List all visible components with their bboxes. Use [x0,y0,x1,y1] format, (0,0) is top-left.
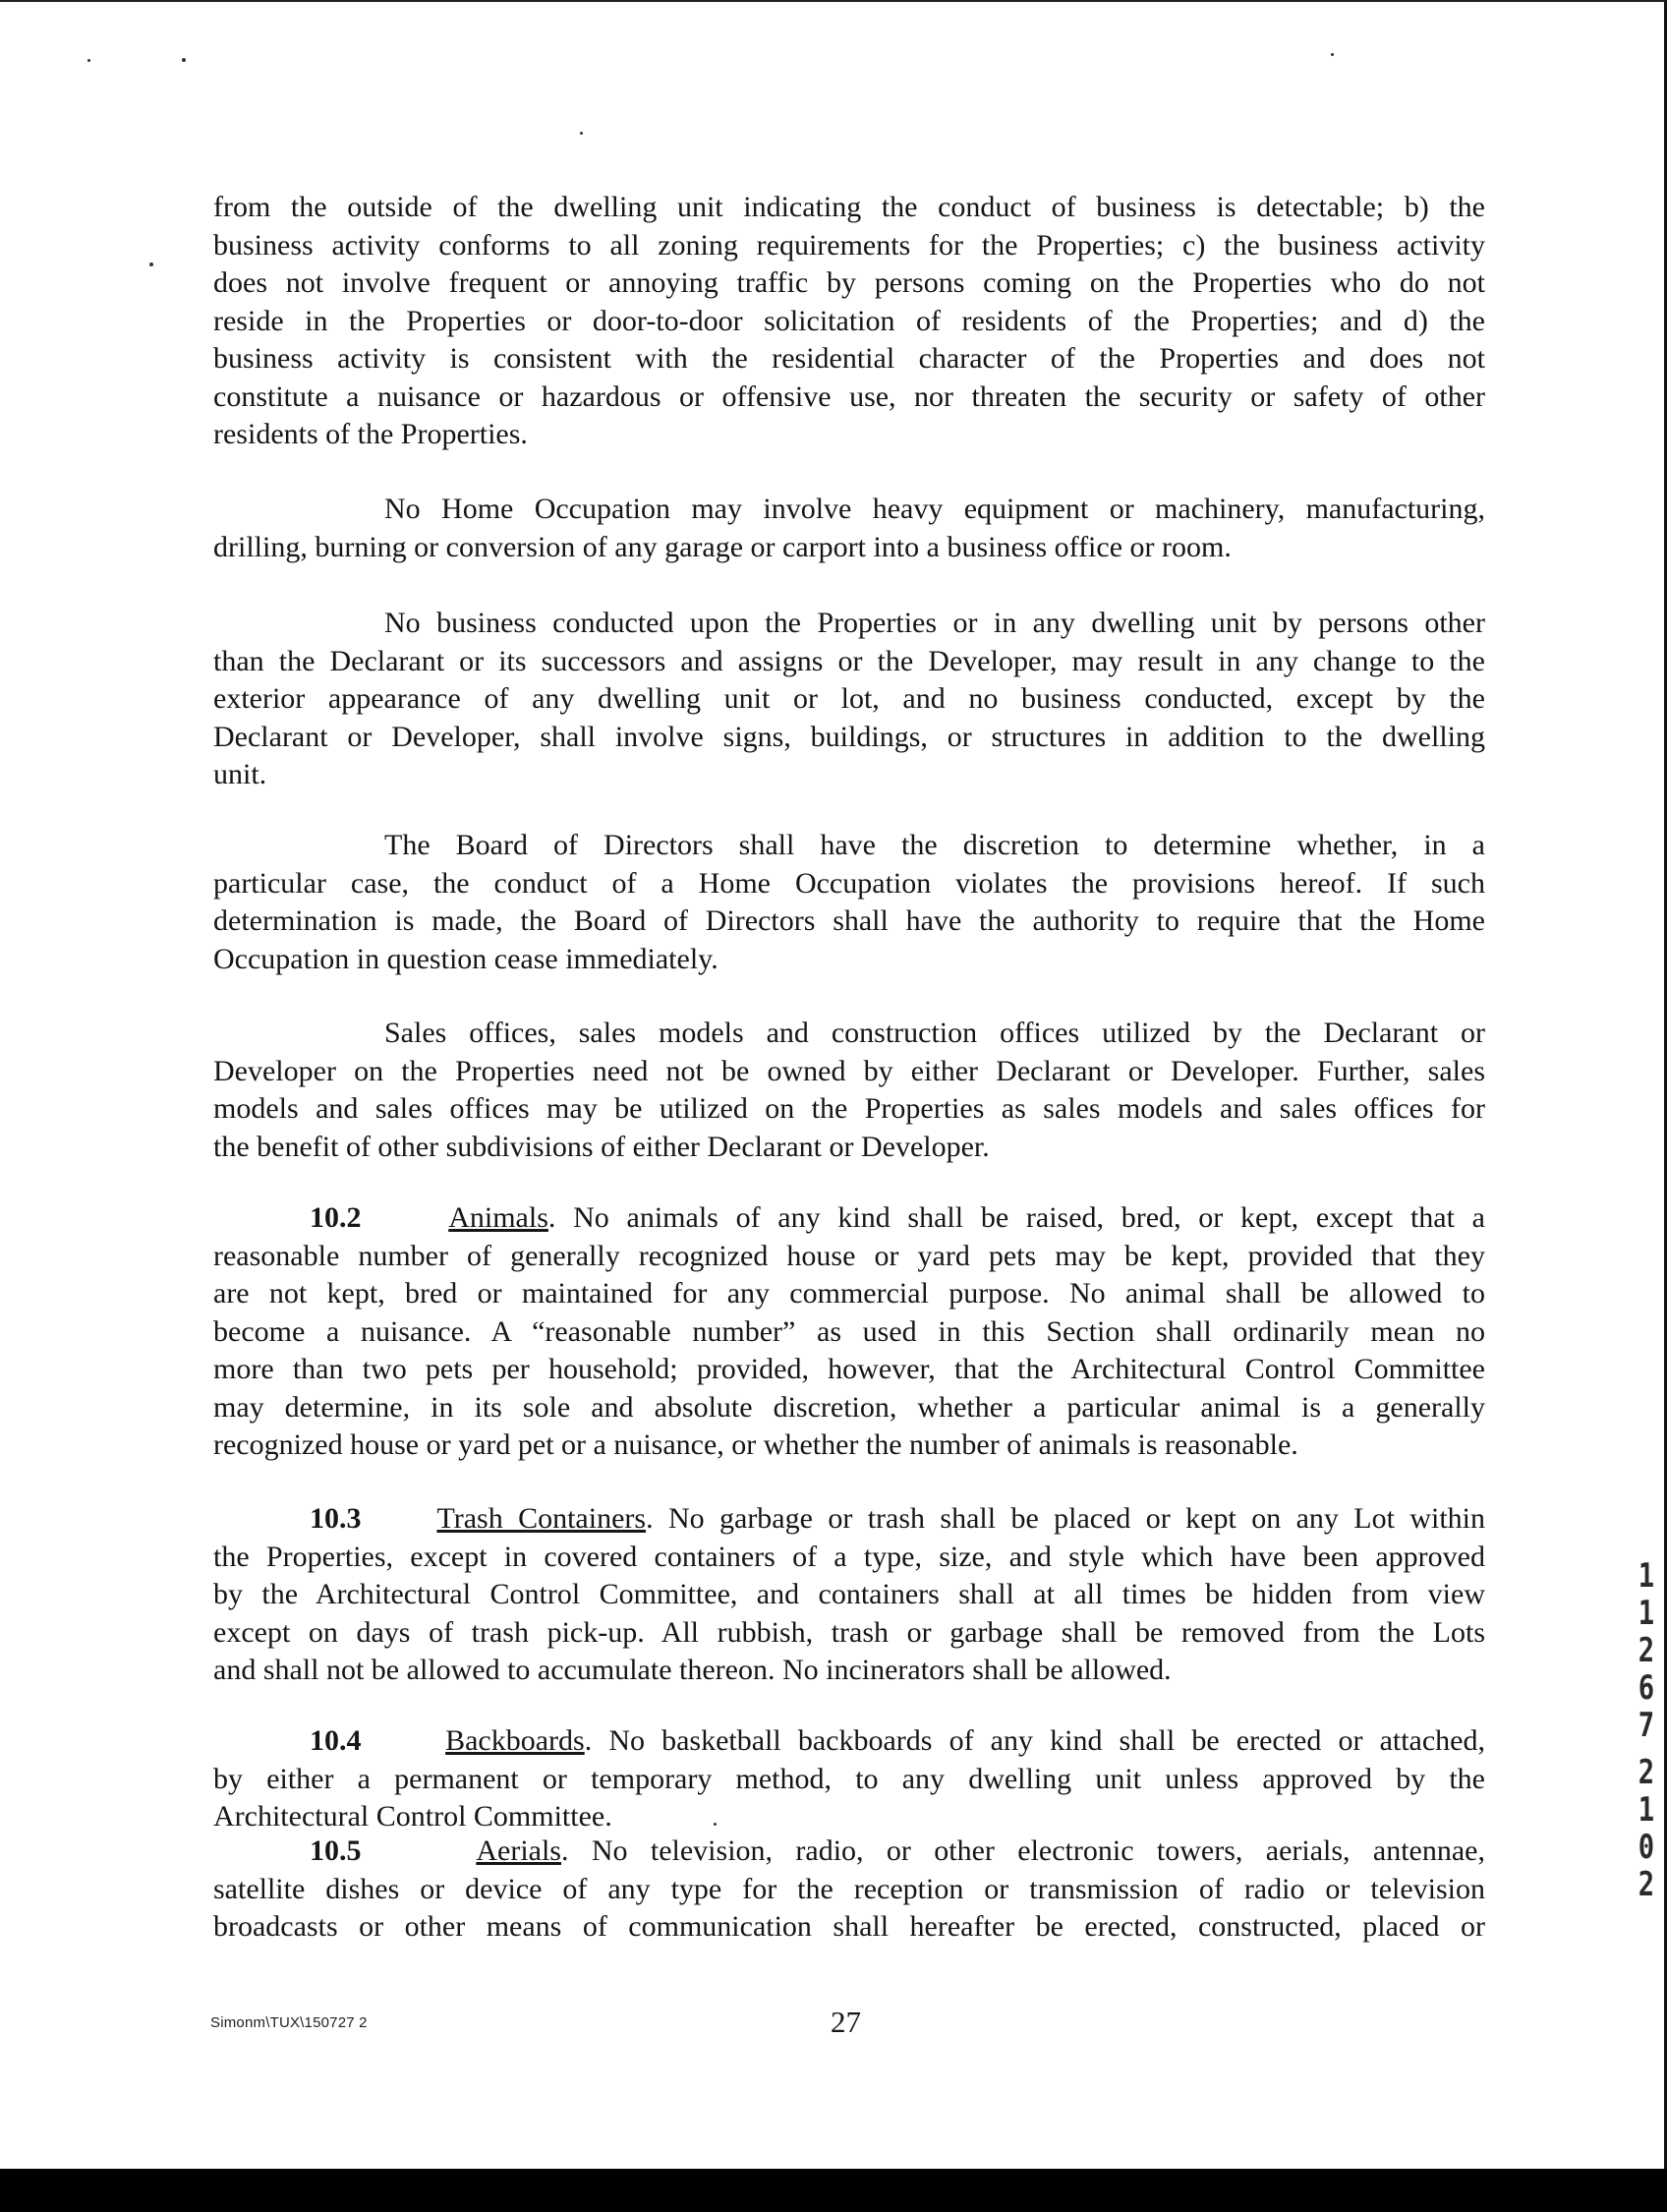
text-line: from the outside of the dwelling unit indicating the conduct of business is detectable; b) the [213,191,1485,223]
text-line: Occupation in question cease immediately. [213,942,719,975]
text-line: Declarant or Developer, shall involve signs, buildings, or structures in addition to the dwelling [213,720,1485,753]
text-line: Sales offices, sales models and construction offices utilized by the Declarant or [384,1017,1485,1049]
text-line: by the Architectural Control Committee, and containers shall at all times be hidden from view [213,1578,1485,1610]
text-line: are not kept, bred or maintained for any commercial purpose. No animal shall be allowed to [213,1277,1485,1310]
text-line: Developer on the Properties need not be owned by either Declarant or Developer. Further, sales [213,1054,1485,1087]
text-line: residents of the Properties. [213,418,528,450]
stamp-digit: 2 [1638,1865,1655,1904]
section-10-5-aerials [213,1833,1485,1947]
text-line: does not involve frequent or annoying traffic by persons coming on the Properties who do not [213,266,1485,299]
section-first-line [213,1833,1485,1871]
text-line: No business conducted upon the Properties or in any dwelling unit by persons other [384,607,1485,639]
section-first-line [213,1500,1485,1539]
scan-speck [1331,53,1334,56]
text-line: satellite dishes or device of any type for the reception or transmission of radio or television [213,1872,1485,1905]
paragraph-board-discretion [213,827,1485,978]
section-title: Animals [448,1201,548,1234]
section-10-4-backboards [213,1722,1485,1836]
scan-speck [182,58,186,62]
text-line: recognized house or yard pet or a nuisance, or whether the number of animals is reasonable. [213,1428,1298,1461]
text-line: No Home Occupation may involve heavy equipment or machinery, manufacturing, [384,493,1485,525]
text-line: reasonable number of generally recognized house or yard pets may be kept, provided that they [213,1239,1485,1272]
stamp-digit: 1 [1638,1790,1655,1830]
section-number: 10.2 [310,1201,362,1234]
section-text: . No basketball backboards of any kind shall be erected or attached, [584,1724,1485,1757]
section-title: Backboards [445,1724,585,1757]
stamp-digit: 1 [1638,1556,1655,1596]
stamp-digit: 7 [1638,1706,1655,1745]
scan-speck [87,59,90,62]
text-line: determination is made, the Board of Directors shall have the authority to require that the Home [213,904,1485,937]
scan-border-bottom [0,2169,1667,2212]
text-line: by either a permanent or temporary method, to any dwelling unit unless approved by the [213,1762,1485,1795]
section-text: . No animals of any kind shall be raised, bred, or kept, except that a [547,1201,1485,1234]
scan-speck [149,262,153,266]
section-10-3-trash-containers [213,1500,1485,1690]
section-number: 10.4 [310,1724,362,1757]
stamp-digit: 6 [1638,1668,1655,1708]
text-line: unit. [213,758,267,790]
text-line: the Properties, except in covered containers of a type, size, and style which have been approved [213,1540,1485,1573]
section-10-2-animals [213,1199,1485,1465]
paragraph-heavy-equipment [213,491,1485,566]
section-title: Trash Containers [436,1502,647,1535]
stamp-digit: 2 [1638,1631,1655,1670]
text-line: Architectural Control Committee. [213,1800,612,1833]
text-line: particular case, the conduct of a Home Occupation violates the provisions hereof. If such [213,866,1485,900]
stamp-digit: 2 [1638,1753,1655,1792]
stamp-digit: 0 [1638,1828,1655,1867]
text-line: reside in the Properties or door-to-door solicitation of residents of the Properties; and d) the [213,304,1485,337]
section-title: Aerials [476,1834,561,1867]
text-line: models and sales offices may be utilized on the Properties as sales models and sales offices for [213,1092,1485,1125]
stamp-digit: 1 [1638,1594,1655,1633]
text-line: than the Declarant or its successors and assigns or the Developer, may result in any change to the [213,644,1485,677]
paragraph-sales-offices [213,1015,1485,1166]
text-line: drilling, burning or conversion of any garage or carport into a business office or room. [213,530,1232,563]
section-number: 10.3 [310,1502,362,1535]
section-text: . No television, radio, or other electronic towers, aerials, antennae, [560,1834,1485,1867]
text-line: exterior appearance of any dwelling unit or lot, and no business conducted, except by the [213,682,1485,715]
text-line: become a nuisance. A “reasonable number” as used in this Section shall ordinarily mean no [213,1314,1485,1348]
page-number: 27 [831,2005,861,2039]
text-line: constitute a nuisance or hazardous or offensive use, nor threaten the security or safety of other [213,379,1485,413]
text-line: may determine, in its sole and absolute discretion, whether a particular animal is a generally [213,1390,1485,1424]
paragraph-business-conducted [213,605,1485,794]
scan-speck [580,132,583,135]
text-line: the benefit of other subdivisions of either Declarant or Developer. [213,1130,990,1163]
text-line: and shall not be allowed to accumulate thereon. No incinerators shall be allowed. [213,1654,1172,1686]
text-line: except on days of trash pick-up. All rubbish, trash or garbage shall be removed from the Lots [213,1615,1485,1649]
recording-stamp-lower [1632,1754,1661,1903]
text-line: business activity is consistent with the residential character of the Properties and does not [213,342,1485,375]
footer-file-reference: Simonm\TUX\150727 2 [210,2014,368,2031]
text-line: The Board of Directors shall have the discretion to determine whether, in a [384,829,1485,861]
recording-stamp-upper [1632,1557,1661,1744]
text-line: business activity conforms to all zoning requirements for the Properties; c) the business activity [213,228,1485,262]
continuation-paragraph [213,189,1485,454]
section-number: 10.5 [310,1834,362,1867]
section-first-line [213,1199,1485,1238]
text-line: broadcasts or other means of communication shall hereafter be erected, constructed, placed or [213,1910,1485,1943]
section-text: . No garbage or trash shall be placed or kept on any Lot within [646,1502,1486,1535]
section-first-line [213,1722,1485,1761]
text-line: more than two pets per household; provided, however, that the Architectural Control Committee [213,1353,1485,1385]
